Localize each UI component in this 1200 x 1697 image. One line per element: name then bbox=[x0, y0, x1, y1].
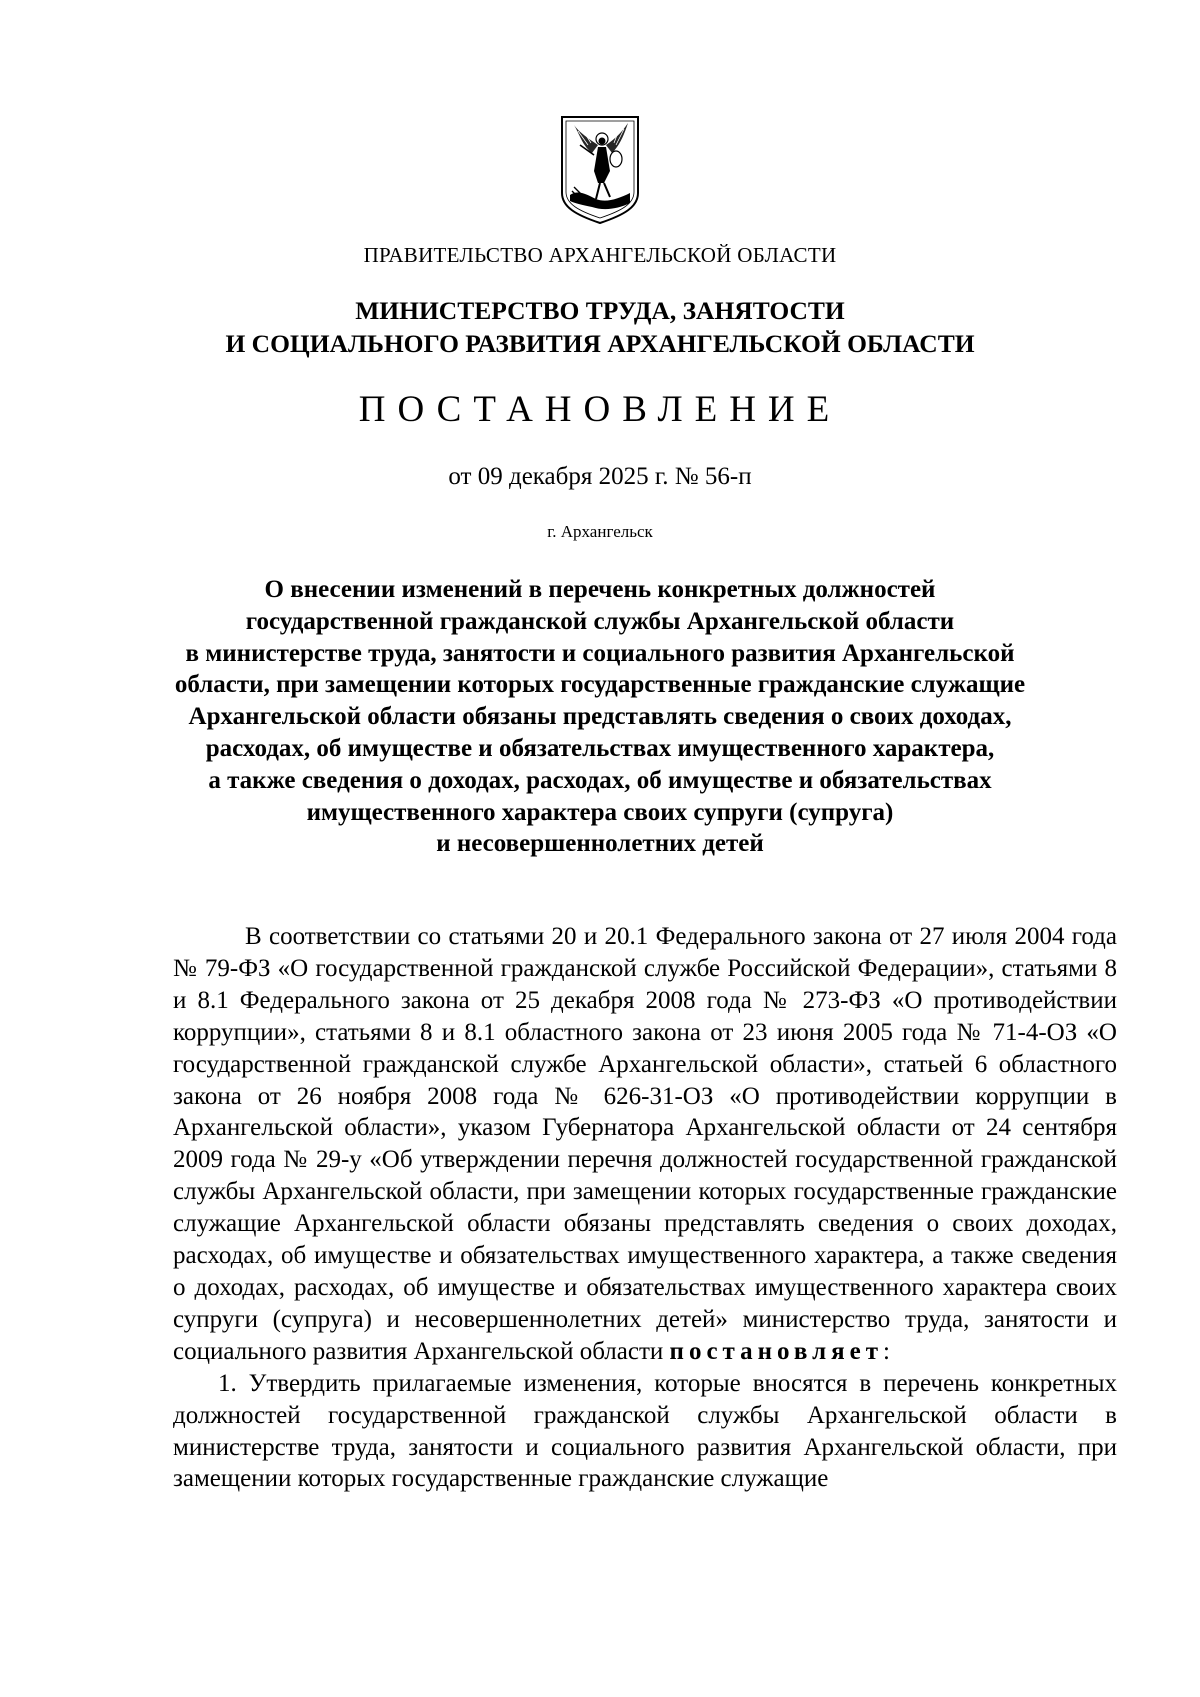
ministry-name-line: И СОЦИАЛЬНОГО РАЗВИТИЯ АРХАНГЕЛЬСКОЙ ОБЛАСТИ bbox=[225, 329, 975, 358]
preamble-text: В соответствии со статьями 20 и 20.1 Федерального закона от 27 июля 2004 года № 79-ФЗ «О государственной гражданской службе Российской Федерации», статьями 8 и 8.1 Федерального закона от 25 декабря 2008 года № 273-ФЗ «О противодействии коррупции», статьями 8 и 8.1 областного закона от 23 июня 2005 года № 71-4-ОЗ «О государственной гражданской службе Архангельской области», статьей 6 областного закона от 26 ноября 2008 года № 626-31-ОЗ «О противодействии коррупции в Архангельской области», указом Губернатора Архангельской области от 24 сентября 2009 года № 29-у «Об утверждении перечня должностей государственной гражданской службы Архангельской области, при замещении которых государственные гражданские служащие Архангельской области обязаны представлять сведения о своих доходах, расходах, об имуществе и обязательствах имущественного характера, а также сведения о доходах, расходах, об имуществе и обязательствах имущественного характера своих супруги (супруга) и несовершеннолетних детей» министерство труда, занятости и социального развития Архангельской области bbox=[173, 923, 1117, 1365]
government-name: ПРАВИТЕЛЬСТВО АРХАНГЕЛЬСКОЙ ОБЛАСТИ bbox=[363, 243, 837, 267]
title-line: и несовершеннолетних детей bbox=[436, 830, 764, 858]
document-date-number: от 09 декабря 2025 г. № 56-п bbox=[448, 463, 752, 490]
ministry-name-line: МИНИСТЕРСТВО ТРУДА, ЗАНЯТОСТИ bbox=[355, 296, 845, 325]
title-line: государственной гражданской службы Архангельской области bbox=[245, 607, 955, 635]
resolves-word: постановляет bbox=[669, 1337, 884, 1365]
document-body bbox=[173, 921, 1117, 1495]
document-city: г. Архангельск bbox=[547, 522, 653, 541]
title-line: области, при замещении которых государственные гражданские служащие bbox=[174, 671, 1026, 699]
document-type: ПОСТАНОВЛЕНИЕ bbox=[358, 389, 842, 430]
ministry-name bbox=[0, 294, 1200, 360]
title-line: имущественного характера своих супруги (супруга) bbox=[306, 798, 894, 826]
title-line: Архангельской области обязаны представлять сведения о своих доходах, bbox=[188, 703, 1012, 731]
archangel-coat-of-arms-icon bbox=[558, 115, 642, 225]
item-1-paragraph: 1. Утвердить прилагаемые изменения, которые вносятся в перечень конкретных должностей государственной гражданской службы Архангельской области в министерстве труда, занятости и социального развития Архангельской области, при замещении которых государственные гражданские служащие bbox=[173, 1369, 1117, 1493]
title-line: расходах, об имуществе и обязательствах имущественного характера, bbox=[205, 734, 995, 762]
title-line: в министерстве труда, занятости и социального развития Архангельской bbox=[185, 639, 1015, 667]
title-line: О внесении изменений в перечень конкретных должностей bbox=[264, 576, 936, 603]
title-line: а также сведения о доходах, расходах, об имуществе и обязательствах bbox=[208, 766, 992, 794]
document-title bbox=[0, 574, 1200, 860]
resolves-colon: : bbox=[883, 1337, 890, 1365]
preamble-paragraph bbox=[173, 921, 1117, 1368]
